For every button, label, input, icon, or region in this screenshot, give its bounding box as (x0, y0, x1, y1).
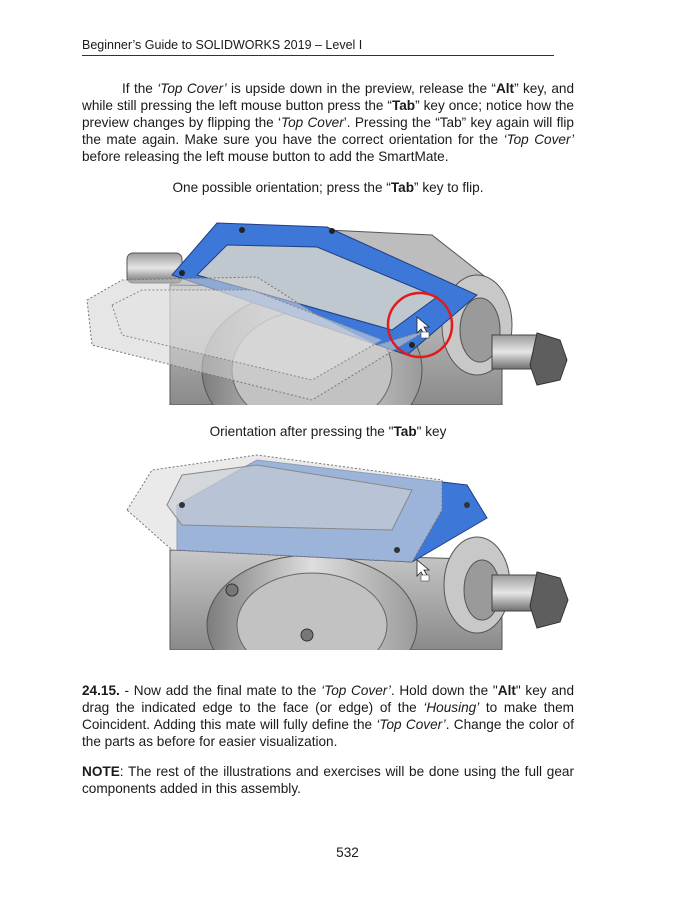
running-header: Beginner’s Guide to SOLIDWORKS 2019 – Level I (82, 38, 554, 56)
assembly-render-1 (82, 205, 574, 405)
figure-caption-2: Orientation after pressing the "Tab" key (209, 424, 447, 439)
figure-orientation-1 (82, 205, 574, 405)
page-number: 532 (336, 845, 359, 860)
note-paragraph: NOTE: The rest of the illustrations and exercises will be done using the full gear components added in this assembly. (82, 764, 574, 796)
figure-orientation-2 (82, 450, 574, 650)
figure-caption-1: One possible orientation; press the “Tab” key to flip. (172, 180, 484, 195)
paragraph-step-24-15: 24.15. - Now add the final mate to the ‘Top Cover’. Hold down the "Alt" key and drag the indicated edge to the face (or edge) of the ‘Housing’ to make them Coincident. Adding this mate will fully define the ‘Top Cover’. Change the color of the parts as before for easier visualization. (82, 683, 575, 749)
paragraph-flip-instructions: If the ‘Top Cover’ is upside down in the preview, release the “Alt” key, and while still pressing the left mouse button press the “Tab” key once; notice how the preview changes by flipping the ‘Top Cover’. Pressing the “Tab” key again will flip the mate again. Make sure you have the correct orientation for the ‘Top Cover’ before releasing the left mouse button to add the SmartMate. (82, 81, 575, 164)
assembly-render-2 (82, 450, 574, 650)
